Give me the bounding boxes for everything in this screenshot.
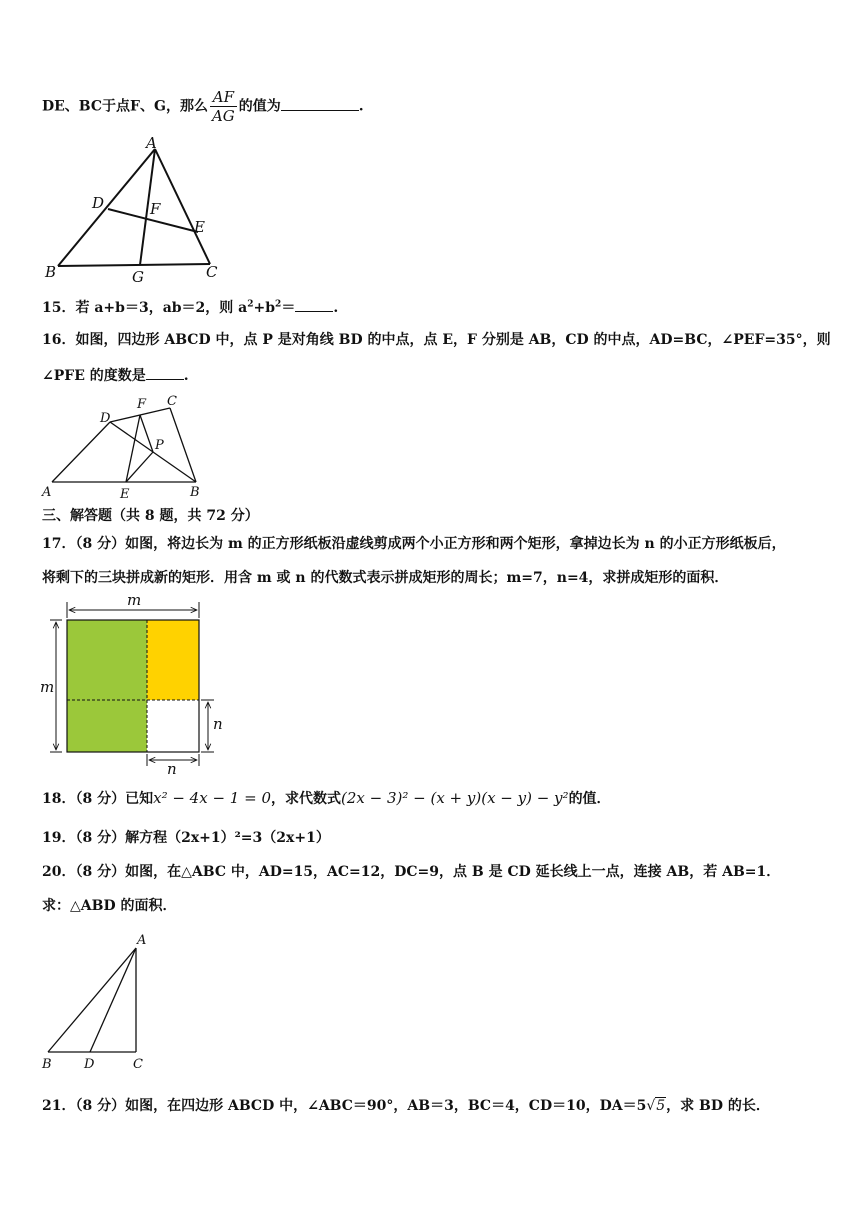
label-d: D [84, 1057, 95, 1072]
q21-prefix: 21．（8 分）如图，在四边形 ABCD 中，∠ABC＝90°，AB＝3，BC＝4，CD＝10，DA＝5 [42, 1098, 647, 1114]
label-c: C [206, 263, 218, 281]
q15-end: . [333, 300, 339, 316]
q20-line1: 20．（8 分）如图，在△ABC 中，AD=15，AC=12，DC=9，点 B 是 CD 延长线上一点，连接 AB，若 AB=1． [42, 864, 781, 880]
q15-text [42, 296, 844, 318]
q21-text [42, 1096, 844, 1116]
label-e: E [120, 487, 130, 502]
q21-suffix: ，求 BD 的长． [666, 1098, 770, 1114]
label-b: B [190, 485, 200, 500]
q16-line2 [42, 364, 844, 386]
fraction-denominator: AG [211, 107, 235, 125]
label-g: G [132, 268, 144, 286]
q18-middle: ，求代数式 [271, 791, 341, 807]
q15-text-a: 15．若 a+b＝3，ab＝2，则 a [42, 300, 248, 316]
dimension-left: m [40, 678, 55, 696]
q20-line2: 求：△ABD 的面积． [42, 898, 177, 914]
q15-sup2: 2 [275, 299, 282, 310]
label-b: B [42, 1057, 52, 1072]
q17-line2: 将剩下的三块拼成新的矩形．用含 m 或 n 的代数式表示拼成矩形的周长；m=7，n=4，求拼成矩形的面积． [42, 570, 729, 586]
q15-sup: 2 [247, 299, 254, 310]
q18-prefix: 18．（8 分）已知 [42, 791, 154, 807]
figure-17-squares [38, 592, 228, 777]
label-a: A [42, 485, 52, 500]
dimension-bottom: n [167, 760, 177, 778]
q14-end: . [358, 98, 364, 115]
q17-line1: 17．（8 分）如图，将边长为 m 的正方形纸板沿虚线剪成两个小正方形和两个矩形，拿掉边长为 n 的小正方形纸板后， [42, 536, 786, 552]
q18-expression: (2x − 3)² − (x + y)(x − y) − y² [341, 789, 569, 807]
q14-text [42, 88, 844, 125]
figure-20-triangle [40, 930, 160, 1075]
label-f: F [150, 200, 161, 218]
q16-line2-text: ∠PFE 的度数是 [42, 368, 146, 384]
q14-text-before: DE、BC于点F、G，那么 [42, 98, 208, 115]
label-a: A [137, 933, 147, 948]
q18-suffix: 的值． [568, 791, 611, 807]
sqrt-5: √5 [646, 1098, 666, 1114]
q16-end: . [183, 368, 189, 384]
fraction-numerator: AF [210, 88, 237, 107]
label-c: C [133, 1057, 143, 1072]
fraction-af-ag [210, 88, 237, 125]
answer-blank-16 [146, 364, 184, 380]
label-a: A [146, 134, 157, 152]
figure-16-quadrilateral [40, 392, 210, 502]
label-e: E [194, 218, 205, 236]
label-f: F [137, 397, 147, 412]
label-c: C [167, 394, 177, 409]
q16-line1: 16．如图，四边形 ABCD 中，点 P 是对角线 BD 的中点，点 E，F 分别是 AB，CD 的中点，AD=BC，∠PEF=35°，则 [42, 332, 831, 348]
label-p: P [155, 438, 164, 453]
section-title: 三、解答题（共 8 题，共 72 分） [42, 508, 259, 524]
q15-text-b: +b [253, 300, 276, 316]
dimension-top: m [127, 591, 142, 609]
sqrt-radicand: 5 [656, 1098, 666, 1114]
q18-text [42, 788, 844, 809]
q18-equation: x² − 4x − 1 = 0 [153, 789, 271, 807]
answer-blank-14 [281, 95, 359, 111]
q15-text-c: ＝ [281, 300, 296, 316]
q14-text-after: 的值为 [238, 98, 281, 115]
label-d: D [100, 411, 111, 426]
answer-blank-15 [295, 296, 333, 312]
q19-text: 19．（8 分）解方程（2x+1）²=3（2x+1） [42, 830, 330, 846]
dimension-right: n [213, 715, 223, 733]
label-b: B [45, 263, 57, 281]
figure-14-triangle [40, 134, 240, 286]
label-d: D [92, 194, 105, 212]
